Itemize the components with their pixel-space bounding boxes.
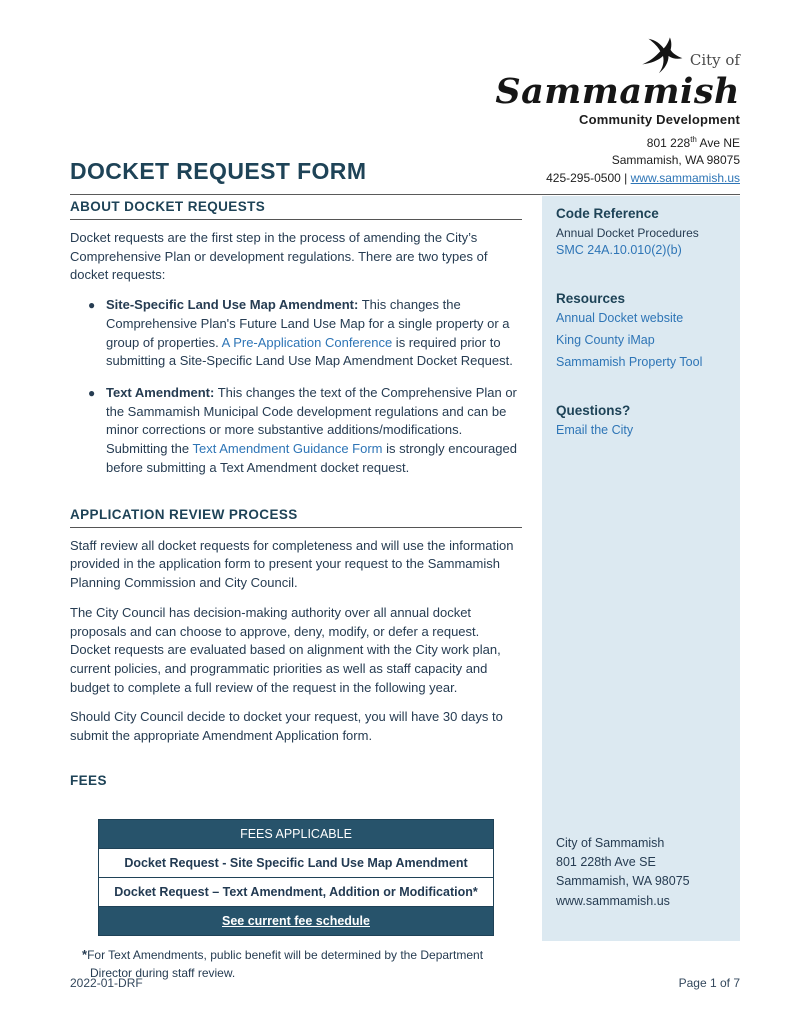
bullet-text — [106, 296, 522, 371]
sidebar-resources — [556, 291, 726, 377]
fees-table — [98, 819, 494, 936]
city-logo-block — [495, 36, 740, 187]
sidebar-address-line: 801 228th Ave SE — [556, 854, 656, 869]
sidebar-address-block — [556, 834, 726, 912]
fees-table-header: FEES APPLICABLE — [99, 820, 493, 848]
bird-logo-icon — [642, 36, 684, 74]
logo-city-of: City of — [689, 51, 740, 70]
bullet-dot: ● — [88, 298, 96, 313]
fee-schedule-link[interactable]: See current fee schedule — [222, 913, 370, 928]
bullet-text-seg: is strongly encouraged before submitting a Text Amendment docket request. — [106, 441, 517, 475]
review-paragraph-3: Should City Council decide to docket your request, you will have 30 days to submit the appropriate Amendment Application form. — [70, 709, 503, 744]
bullet-bold-lead: Site-Specific Land Use Map Amendment: — [106, 297, 359, 313]
fees-table-row-text-amendment: Docket Request – Text Amendment, Addition or Modification* — [99, 877, 493, 906]
bullet-text-seg: This changes the Comprehensive Plan's Future Land Use Map for a single property or a group of properties. — [106, 297, 510, 350]
address-street-rest: Ave NE — [696, 136, 740, 150]
document-number: 2022-01-DRF — [70, 976, 143, 990]
code-reference-text: Annual Docket Procedures — [556, 226, 699, 240]
bullet-text-seg: This changes the text of the Comprehensive Plan or the Sammamish Municipal Code development regulations and can be minor corrections or more substantive additions/modifications. Submitting the — [106, 385, 517, 457]
review-paragraph-2: The City Council has decision-making authority over all annual docket proposals and can choose to approve, deny, modify, or defer a request. Docket requests are evaluated based on alignment with the City work plan, current policies, and programmatic priorities as well as staff capacity and budget to complete a full review of the request in the following year. — [70, 604, 501, 695]
footnote-asterisk: * — [82, 946, 88, 962]
logo-top-row — [495, 36, 740, 74]
header-address-line2: Sammamish, WA 98075 — [611, 153, 740, 168]
section-heading-about: ABOUT DOCKET REQUESTS — [70, 196, 522, 220]
about-intro-paragraph: Docket requests are the first step in the process of amending the City’s Comprehensive Plan or development regulations. There are two types of docket requests: — [70, 230, 488, 283]
email-the-city-link[interactable]: Email the City — [556, 423, 634, 437]
header-address-line1 — [495, 134, 740, 152]
fees-table-row-map-amendment: Docket Request - Site Specific Land Use Map Amendment — [99, 848, 493, 877]
questions-heading: Questions? — [556, 403, 631, 418]
resources-heading: Resources — [556, 291, 626, 306]
page-title: DOCKET REQUEST FORM — [70, 158, 367, 185]
header-divider: | — [624, 170, 628, 185]
code-reference-heading: Code Reference — [556, 206, 659, 221]
sidebar-address-line: Sammamish, WA 98075 — [556, 874, 690, 889]
bullet-bold-lead: Text Amendment: — [106, 385, 215, 401]
sidebar — [542, 196, 740, 941]
bullet-dot: ● — [88, 386, 96, 401]
section-heading-fees: FEES — [70, 772, 107, 788]
bullet-text-seg: is required prior to submitting a Site-Specific Land Use Map Amendment Docket Request. — [106, 334, 513, 369]
review-paragraph-1: Staff review all docket requests for completeness and will use the information provided in the application form to present your request to the Sammamish Planning Commission and City Council. — [70, 537, 514, 591]
sidebar-code-reference — [556, 206, 726, 265]
about-bullet-list — [88, 296, 522, 477]
bullet-text — [106, 384, 522, 478]
pre-application-conference-link[interactable]: A Pre-Application Conference — [221, 334, 393, 350]
fees-table-footer — [99, 906, 493, 935]
sidebar-address-line: City of Sammamish — [556, 835, 665, 850]
sidebar-address-line: www.sammamish.us — [556, 893, 670, 908]
logo-department: Community Development — [579, 111, 740, 127]
section-heading-review: APPLICATION REVIEW PROCESS — [70, 504, 522, 528]
sammamish-property-tool-link[interactable]: Sammamish Property Tool — [556, 355, 703, 369]
page-header — [70, 36, 740, 195]
footnote-text: For Text Amendments, public benefit will be determined by the Department Director during staff review. — [87, 947, 484, 980]
address-street: 801 228 — [646, 136, 691, 150]
header-website-link[interactable]: www.sammamish.us — [630, 170, 740, 185]
page-footer — [70, 976, 740, 990]
address-street-sup: th — [690, 135, 697, 144]
king-county-imap-link[interactable]: King County iMap — [556, 333, 655, 347]
bullet-item-text-amendment — [88, 384, 522, 478]
header-contact-line — [495, 170, 740, 187]
main-column — [70, 196, 522, 982]
text-amendment-guidance-form-link[interactable]: Text Amendment Guidance Form — [192, 441, 383, 457]
bullet-item-site-specific — [88, 296, 522, 371]
logo-wordmark: Sammamish — [495, 71, 740, 112]
smc-code-link[interactable]: SMC 24A.10.010(2)(b) — [556, 243, 682, 257]
page-number: Page 1 of 7 — [678, 976, 740, 990]
annual-docket-website-link[interactable]: Annual Docket website — [556, 311, 684, 325]
body-columns — [70, 196, 740, 982]
header-phone: 425-295-0500 — [546, 170, 621, 185]
sidebar-questions — [556, 403, 726, 445]
